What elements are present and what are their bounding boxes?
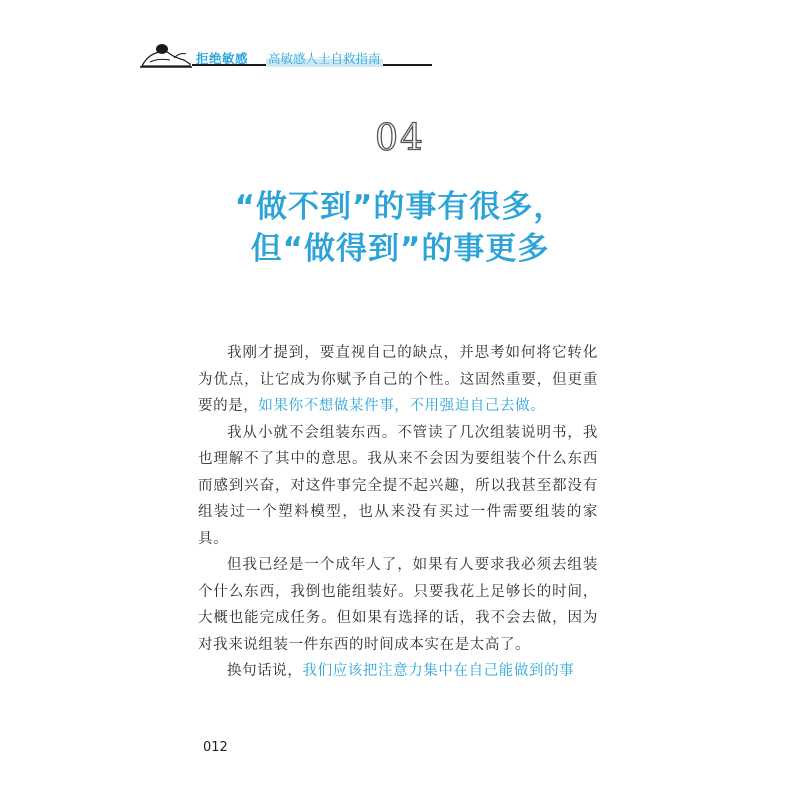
paragraph-4-text: 换句话说，	[227, 663, 303, 679]
paragraph-1	[198, 340, 598, 420]
chapter-title-line-2: 但“做得到”的事更多	[250, 231, 550, 267]
page-number: 012	[203, 740, 228, 755]
paragraph-1-text: 我刚才提到，要直视自己的缺点，并思考如何将它转化为优点，让它成为你赋予自己的个性。这固然重要，但更重要的是，	[198, 345, 598, 414]
chapter-title-line-1: “做不到”的事有很多，	[234, 189, 566, 225]
header-book-subtitle: 高敏感人士自救指南	[268, 51, 381, 66]
header-book-title: 拒绝敏感	[196, 51, 249, 66]
paragraph-4-highlight: 我们应该把注意力集中在自己能做到的事	[302, 663, 575, 679]
paragraph-4	[198, 658, 598, 685]
body-text	[198, 340, 598, 685]
paragraph-1-highlight: 如果你不想做某件事，不用强迫自己去做。	[258, 398, 546, 414]
chapter-title	[0, 186, 800, 270]
chapter-number: 04	[375, 118, 425, 159]
paragraph-2: 我从小就不会组装东西。不管读了几次组装说明书，我也理解不了其中的意思。我从来不会因为要组装个什么东西而感到兴奋，对这件事完全提不起兴趣，所以我甚至都没有组装过一个塑料模型，也从来没有买过一件需要组装的家具。	[198, 424, 598, 547]
running-header	[140, 40, 430, 72]
paragraph-3: 但我已经是一个成年人了，如果有人要求我必须去组装个什么东西，我倒也能组装好。只要我花上足够长的时间，大概也能完成任务。但如果有选择的话，我不会去做，因为对我来说组装一件东西的时间成本实在是太高了。	[198, 557, 598, 653]
reclining-person-icon	[140, 40, 192, 70]
